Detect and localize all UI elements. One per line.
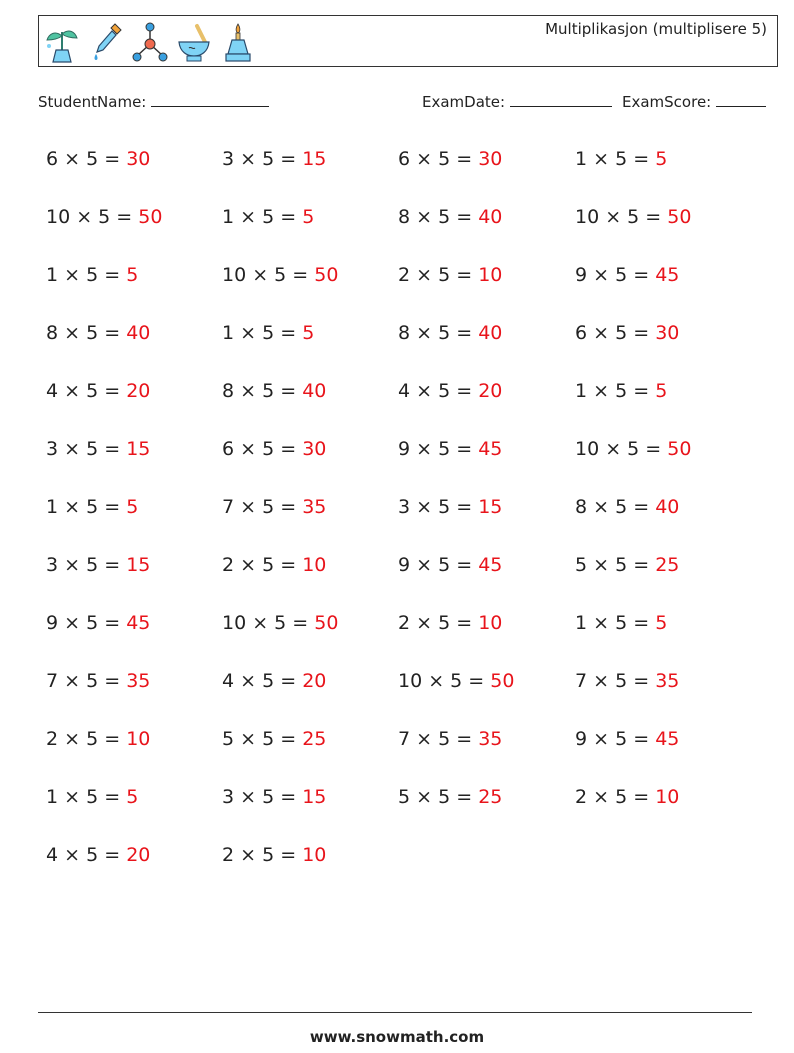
problem-answer: 10	[478, 612, 503, 634]
student-name-blank[interactable]	[151, 92, 269, 107]
problem-question: 1 × 5 =	[222, 206, 303, 228]
problem-question: 8 × 5 =	[222, 380, 303, 402]
problem-answer: 5	[655, 148, 668, 170]
exam-date-blank[interactable]	[510, 92, 612, 107]
problem-question: 1 × 5 =	[46, 786, 127, 808]
problem-answer: 20	[126, 380, 151, 402]
problem-item	[398, 438, 502, 460]
problem-item	[398, 322, 502, 344]
problem-item	[575, 786, 679, 808]
problem-answer: 50	[314, 612, 339, 634]
problem-answer: 50	[667, 438, 692, 460]
problem-item	[222, 670, 326, 692]
problem-item	[46, 554, 150, 576]
problem-item	[222, 264, 338, 286]
problem-item	[575, 322, 679, 344]
problem-answer: 45	[126, 612, 151, 634]
exam-date-field	[422, 92, 612, 111]
problem-question: 4 × 5 =	[222, 670, 303, 692]
problem-question: 6 × 5 =	[398, 148, 479, 170]
problem-item	[46, 264, 138, 286]
problem-item	[398, 264, 502, 286]
problem-item	[46, 786, 138, 808]
header-box	[38, 15, 778, 67]
problem-item	[222, 438, 326, 460]
problem-answer: 20	[478, 380, 503, 402]
problem-question: 6 × 5 =	[575, 322, 656, 344]
problem-question: 10 × 5 =	[575, 438, 668, 460]
dropper-icon	[87, 20, 125, 64]
problem-answer: 35	[478, 728, 503, 750]
problem-item	[46, 148, 150, 170]
problem-question: 3 × 5 =	[46, 438, 127, 460]
problem-answer: 30	[302, 438, 327, 460]
problem-item	[398, 496, 502, 518]
plant-flask-icon	[43, 20, 81, 64]
problem-answer: 35	[655, 670, 680, 692]
problem-answer: 50	[667, 206, 692, 228]
problem-question: 8 × 5 =	[46, 322, 127, 344]
problem-answer: 10	[302, 844, 327, 866]
student-name-field	[38, 92, 269, 111]
problem-question: 1 × 5 =	[46, 496, 127, 518]
problem-question: 3 × 5 =	[46, 554, 127, 576]
problem-question: 1 × 5 =	[575, 148, 656, 170]
problem-question: 9 × 5 =	[398, 554, 479, 576]
problem-answer: 40	[302, 380, 327, 402]
exam-date-label: ExamDate:	[422, 93, 506, 111]
footer-site: www.snowmath.com	[309, 1028, 485, 1046]
problem-question: 9 × 5 =	[575, 264, 656, 286]
problem-question: 7 × 5 =	[222, 496, 303, 518]
problem-item	[46, 380, 150, 402]
problem-answer: 20	[302, 670, 327, 692]
problem-answer: 45	[478, 554, 503, 576]
problem-question: 4 × 5 =	[398, 380, 479, 402]
problem-question: 7 × 5 =	[46, 670, 127, 692]
problem-answer: 40	[126, 322, 151, 344]
problem-question: 10 × 5 =	[222, 612, 315, 634]
problem-item	[46, 206, 162, 228]
problem-answer: 25	[478, 786, 503, 808]
problem-question: 5 × 5 =	[575, 554, 656, 576]
problem-question: 10 × 5 =	[575, 206, 668, 228]
problem-answer: 30	[478, 148, 503, 170]
problem-item	[46, 670, 150, 692]
problem-question: 9 × 5 =	[46, 612, 127, 634]
problem-answer: 10	[126, 728, 151, 750]
problem-item	[46, 496, 138, 518]
problem-answer: 15	[302, 786, 327, 808]
problem-question: 9 × 5 =	[398, 438, 479, 460]
problem-item	[575, 670, 679, 692]
problem-question: 8 × 5 =	[575, 496, 656, 518]
problem-answer: 50	[314, 264, 339, 286]
problem-question: 9 × 5 =	[575, 728, 656, 750]
problem-answer: 45	[478, 438, 503, 460]
problem-answer: 5	[126, 264, 139, 286]
problem-item	[398, 786, 502, 808]
problem-item	[398, 612, 502, 634]
problem-item	[222, 728, 326, 750]
problem-item	[46, 612, 150, 634]
problem-answer: 5	[302, 206, 315, 228]
problem-answer: 10	[302, 554, 327, 576]
problem-question: 10 × 5 =	[398, 670, 491, 692]
problem-answer: 40	[478, 322, 503, 344]
problem-answer: 45	[655, 264, 680, 286]
problem-answer: 10	[478, 264, 503, 286]
problem-question: 10 × 5 =	[222, 264, 315, 286]
molecule-icon	[131, 20, 169, 64]
problem-item	[575, 554, 679, 576]
problem-item	[575, 148, 667, 170]
problem-answer: 20	[126, 844, 151, 866]
student-name-label: StudentName:	[38, 93, 147, 111]
exam-score-label: ExamScore:	[622, 93, 712, 111]
problem-item	[46, 844, 150, 866]
problem-question: 10 × 5 =	[46, 206, 139, 228]
problem-question: 7 × 5 =	[575, 670, 656, 692]
problem-item	[398, 206, 502, 228]
problem-answer: 25	[302, 728, 327, 750]
problem-question: 1 × 5 =	[575, 380, 656, 402]
burner-icon	[219, 20, 257, 64]
problem-question: 2 × 5 =	[398, 264, 479, 286]
problem-question: 1 × 5 =	[46, 264, 127, 286]
problem-question: 4 × 5 =	[46, 380, 127, 402]
problem-question: 2 × 5 =	[575, 786, 656, 808]
problem-item	[222, 786, 326, 808]
problem-answer: 15	[126, 554, 151, 576]
problem-item	[46, 438, 150, 460]
problem-item	[575, 496, 679, 518]
problem-item	[222, 612, 338, 634]
problem-item	[222, 496, 326, 518]
problem-question: 2 × 5 =	[46, 728, 127, 750]
problem-answer: 40	[478, 206, 503, 228]
problem-answer: 35	[126, 670, 151, 692]
problem-item	[46, 728, 150, 750]
problem-answer: 10	[655, 786, 680, 808]
exam-score-field	[622, 92, 766, 111]
problem-item	[398, 380, 502, 402]
footer-divider	[38, 1012, 752, 1013]
problem-answer: 30	[126, 148, 151, 170]
problem-item	[398, 728, 502, 750]
mortar-pestle-icon	[175, 20, 213, 64]
problem-answer: 50	[138, 206, 163, 228]
problem-answer: 5	[655, 380, 668, 402]
problem-question: 3 × 5 =	[398, 496, 479, 518]
problem-item	[398, 670, 514, 692]
problem-answer: 5	[302, 322, 315, 344]
problem-question: 2 × 5 =	[222, 844, 303, 866]
problem-question: 5 × 5 =	[398, 786, 479, 808]
problem-item	[398, 148, 502, 170]
problem-item	[222, 844, 326, 866]
problem-answer: 5	[126, 496, 139, 518]
problem-question: 6 × 5 =	[222, 438, 303, 460]
problem-item	[575, 380, 667, 402]
problem-answer: 45	[655, 728, 680, 750]
problem-question: 1 × 5 =	[575, 612, 656, 634]
icon-strip	[43, 20, 257, 64]
problem-question: 3 × 5 =	[222, 786, 303, 808]
problem-item	[222, 148, 326, 170]
problem-question: 8 × 5 =	[398, 322, 479, 344]
problem-question: 6 × 5 =	[46, 148, 127, 170]
exam-score-blank[interactable]	[716, 92, 766, 107]
problem-question: 2 × 5 =	[222, 554, 303, 576]
problem-answer: 5	[126, 786, 139, 808]
problem-item	[222, 206, 314, 228]
problem-answer: 30	[655, 322, 680, 344]
problem-item	[575, 728, 679, 750]
problem-item	[222, 380, 326, 402]
problem-answer: 15	[478, 496, 503, 518]
problem-answer: 50	[490, 670, 515, 692]
problem-question: 5 × 5 =	[222, 728, 303, 750]
problem-item	[575, 438, 691, 460]
problem-answer: 15	[302, 148, 327, 170]
problem-answer: 5	[655, 612, 668, 634]
problem-question: 3 × 5 =	[222, 148, 303, 170]
problem-answer: 35	[302, 496, 327, 518]
problem-item	[575, 612, 667, 634]
problem-answer: 15	[126, 438, 151, 460]
problem-question: 7 × 5 =	[398, 728, 479, 750]
problem-item	[46, 322, 150, 344]
problem-item	[575, 206, 691, 228]
problem-item	[222, 554, 326, 576]
problem-item	[222, 322, 314, 344]
problem-question: 8 × 5 =	[398, 206, 479, 228]
problem-item	[575, 264, 679, 286]
problem-question: 1 × 5 =	[222, 322, 303, 344]
problem-item	[398, 554, 502, 576]
problem-answer: 25	[655, 554, 680, 576]
problem-question: 4 × 5 =	[46, 844, 127, 866]
problem-question: 2 × 5 =	[398, 612, 479, 634]
problem-answer: 40	[655, 496, 680, 518]
worksheet-title: Multiplikasjon (multiplisere 5)	[545, 20, 767, 38]
